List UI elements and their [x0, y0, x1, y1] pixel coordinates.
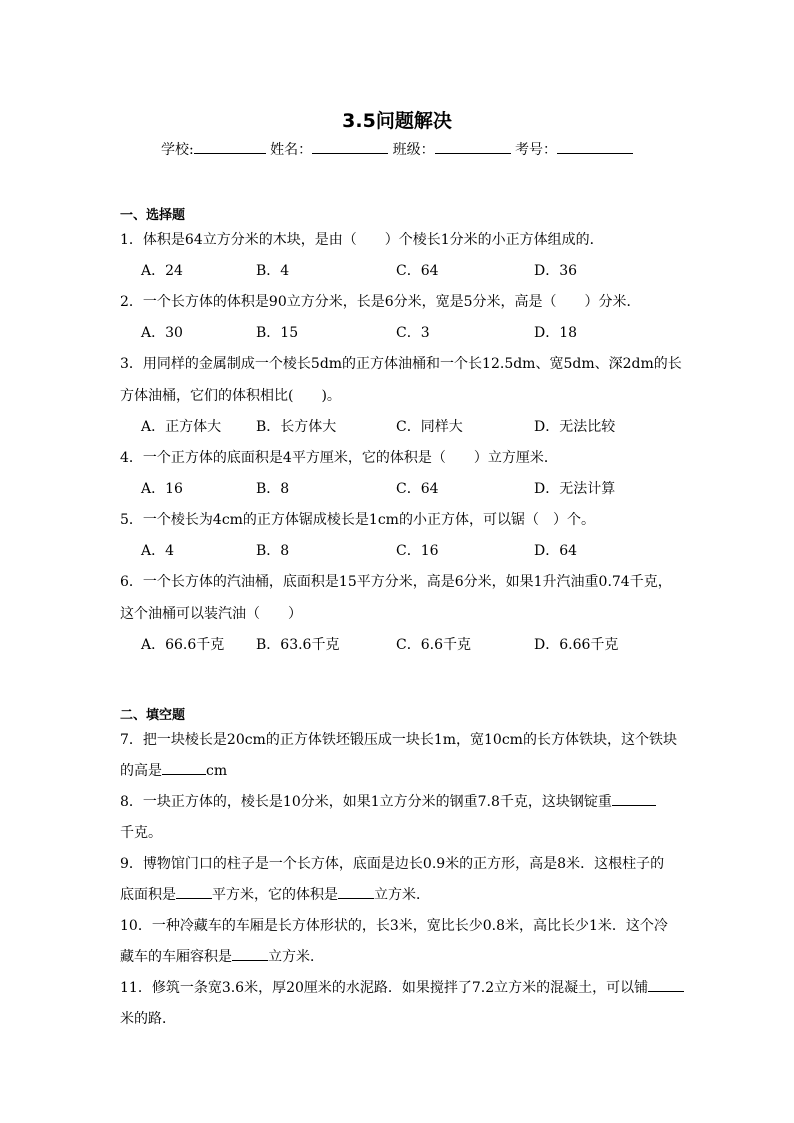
question-9-line-2: [120, 884, 430, 904]
question-6-line-2: 这个油桶可以装汽油（ ）: [120, 606, 302, 622]
q5-option-c[interactable]: C．16: [396, 543, 439, 559]
q4-option-d[interactable]: D．无法计算: [534, 481, 616, 497]
school-blank[interactable]: [194, 141, 266, 154]
q6-option-b[interactable]: B．63.6千克: [256, 637, 340, 653]
section-title-choice: 一、选择题: [120, 208, 186, 223]
q1-option-b[interactable]: B．4: [256, 263, 290, 279]
question-3-line-2: 方体油桶，它们的体积相比( )。: [120, 388, 341, 404]
q9-answer-blank-1[interactable]: [176, 886, 212, 899]
question-5: 5．一个棱长为4cm的正方体锯成棱长是1cm的小正方体，可以锯（ ）个。: [120, 512, 595, 528]
q9-answer-blank-2[interactable]: [338, 886, 374, 899]
question-1: 1．体积是64立方分米的木块，是由（ ）个棱长1分米的小正方体组成的．: [120, 232, 604, 248]
q4-option-c[interactable]: C．64: [396, 481, 439, 497]
q6-option-c[interactable]: C．6.6千克: [396, 637, 471, 653]
school-label: 学校:: [160, 142, 194, 158]
question-9-line-1: 9．博物馆门口的柱子是一个长方体，底面是边长0.9米的正方形，高是8米．这根柱子的: [120, 856, 665, 872]
q3-option-b[interactable]: B．长方体大: [256, 419, 337, 435]
question-10-line-1: 10．一种冷藏车的车厢是长方体形状的，长3米，宽比长少0.8米，高比长少1米．这个冷: [120, 918, 668, 934]
q4-option-b[interactable]: B．8: [256, 481, 290, 497]
q2-option-b[interactable]: B．15: [256, 325, 299, 341]
q3-option-d[interactable]: D．无法比较: [534, 419, 616, 435]
name-label: 姓名：: [270, 142, 313, 158]
q1-option-a[interactable]: A．24: [141, 263, 183, 279]
question-8-line-1: [120, 791, 656, 811]
q11-answer-blank[interactable]: [648, 979, 684, 992]
question-11-line-1: [120, 977, 684, 997]
q1-option-c[interactable]: C．64: [396, 263, 439, 279]
name-blank[interactable]: [312, 141, 388, 154]
q4-option-a[interactable]: A．16: [141, 481, 183, 497]
question-2: 2．一个长方体的体积是90立方分米，长是6分米，宽是5分米，高是（ ）分米．: [120, 294, 641, 310]
question-7-line-2: [120, 760, 227, 780]
q3-option-c[interactable]: C．同样大: [396, 419, 463, 435]
class-blank[interactable]: [435, 141, 511, 154]
q8-answer-blank[interactable]: [612, 793, 656, 806]
q7-unit: cm: [206, 763, 228, 779]
question-11-line-2: 米的路．: [120, 1011, 176, 1027]
q9-text-2: 平方米，它的体积是: [212, 887, 338, 903]
q7-answer-blank[interactable]: [162, 762, 206, 775]
q2-option-d[interactable]: D．18: [534, 325, 578, 341]
number-label: 考号：: [515, 142, 558, 158]
q5-option-b[interactable]: B．8: [256, 543, 290, 559]
number-blank[interactable]: [557, 141, 633, 154]
q7-text: 的高是: [120, 763, 162, 779]
question-10-line-2: [120, 946, 324, 966]
q9-text-1: 底面积是: [120, 887, 176, 903]
question-4: 4．一个正方体的底面积是4平方厘米，它的体积是（ ）立方厘米．: [120, 450, 558, 466]
page-title: 3.5问题解决: [342, 110, 452, 132]
question-8-line-2: 千克。: [120, 825, 162, 841]
class-label: 班级：: [392, 142, 435, 158]
q5-option-d[interactable]: D．64: [534, 543, 578, 559]
q5-option-a[interactable]: A．4: [141, 543, 175, 559]
question-3-line-1: 3．用同样的金属制成一个棱长5dm的正方体油桶和一个长12.5dm、宽5dm、深2dm的长: [120, 356, 682, 372]
q10-text: 藏车的车厢容积是: [120, 949, 232, 965]
question-6-line-1: 6．一个长方体的汽油桶，底面积是15平方分米，高是6分米，如果1升汽油重0.74千克，: [120, 574, 672, 590]
q2-option-a[interactable]: A．30: [141, 325, 183, 341]
q11-text: 11．修筑一条宽3.6米，厚20厘米的水泥路．如果搅拌了7.2立方米的混凝土，可以铺: [120, 980, 649, 996]
q6-option-d[interactable]: D．6.66千克: [534, 637, 619, 653]
section-title-fill: 二、填空题: [120, 708, 186, 723]
q10-unit: 立方米．: [268, 949, 324, 965]
student-info-line: [0, 139, 794, 159]
q9-text-3: 立方米．: [374, 887, 430, 903]
q10-answer-blank[interactable]: [232, 948, 268, 961]
q2-option-c[interactable]: C．3: [396, 325, 430, 341]
q6-option-a[interactable]: A．66.6千克: [141, 637, 225, 653]
q3-option-a[interactable]: A．正方体大: [141, 419, 222, 435]
question-7-line-1: 7．把一块棱长是20cm的正方体铁坯锻压成一块长1m，宽10cm的长方体铁块，这个铁块: [120, 732, 677, 748]
q8-text: 8．一块正方体的，棱长是10分米，如果1立方分米的钢重7.8千克，这块钢锭重: [120, 794, 612, 810]
q1-option-d[interactable]: D．36: [534, 263, 578, 279]
